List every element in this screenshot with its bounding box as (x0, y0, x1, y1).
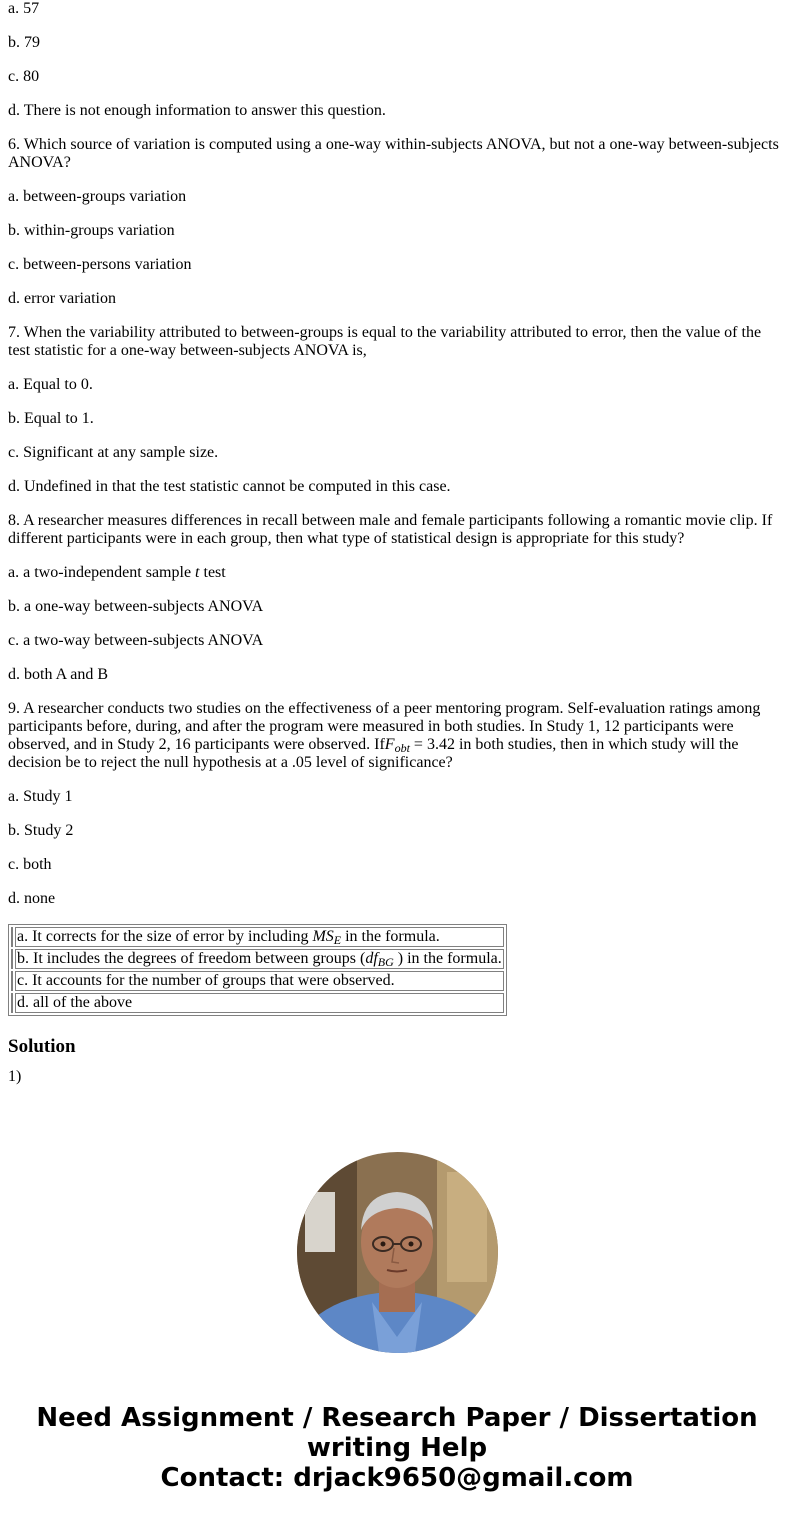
table-option-b (15, 949, 504, 969)
q9-option-c: c. both (8, 856, 52, 873)
table-option-d: d. all of the above (15, 993, 504, 1013)
q9-option-d: d. none (8, 890, 56, 907)
f-subscript: obt (394, 741, 410, 755)
avatar (297, 1152, 498, 1353)
q8-option-a-suffix: test (199, 564, 226, 581)
question-7: 7. When the variability attributed to between-groups is equal to the variability attributed to error, then the value of the test statistic for a one-way between-subjects ANOVA is, (8, 324, 762, 359)
q8-option-a (8, 564, 786, 582)
q8-option-c: c. a two-way between-subjects ANOVA (8, 632, 264, 649)
options-table (8, 924, 507, 1016)
q7-option-c: c. Significant at any sample size. (8, 444, 219, 461)
q9-option-a: a. Study 1 (8, 788, 73, 805)
table-row (11, 971, 504, 991)
q6-option-b: b. within-groups variation (8, 222, 175, 239)
question-6: 6. Which source of variation is computed using a one-way within-subjects ANOVA, but not a one-way between-subjects ANOVA? (8, 136, 779, 171)
ms-subscript: E (333, 933, 342, 947)
q8-option-d: d. both A and B (8, 666, 109, 683)
table-cell-empty (11, 927, 13, 947)
prev-option-b: b. 79 (8, 34, 40, 51)
promo-line-2: writing Help (306, 1433, 488, 1463)
q6-option-a: a. between-groups variation (8, 188, 187, 205)
table-option-a-suffix: in the formula. (341, 928, 440, 945)
q8-option-b: b. a one-way between-subjects ANOVA (8, 598, 264, 615)
table-cell-empty (11, 949, 13, 969)
table-option-b-prefix: b. It includes the degrees of freedom between groups ( (17, 950, 366, 967)
q7-option-d: d. Undefined in that the test statistic cannot be computed in this case. (8, 478, 451, 495)
table-row (11, 949, 504, 969)
f-symbol: F (384, 736, 395, 753)
q6-option-d: d. error variation (8, 290, 116, 307)
solution-first-line: 1) (8, 1068, 22, 1085)
table-row (11, 993, 504, 1013)
table-row (11, 927, 504, 947)
question-9 (8, 700, 786, 772)
promo-contact: Contact: drjack9650@gmail.com (160, 1463, 634, 1493)
prev-option-c: c. 80 (8, 68, 40, 85)
q9-text-after: = 3.42 in both studies, then in which study will the decision be to reject the null hypothesis at a .05 level of significance? (8, 736, 739, 771)
question-8: 8. A researcher measures differences in recall between male and female participants following a romantic movie clip. If different participants were in each group, then what type of statistical design is appropriate for this study? (8, 512, 773, 547)
t-symbol: t (195, 564, 200, 581)
q7-option-a: a. Equal to 0. (8, 376, 93, 393)
ms-symbol: MS (312, 928, 334, 945)
q9-option-b: b. Study 2 (8, 822, 74, 839)
table-option-a-prefix: a. It corrects for the size of error by including (17, 928, 313, 945)
solution-heading: Solution (8, 1036, 76, 1057)
table-option-a (15, 927, 504, 947)
avatar-portrait (297, 1152, 498, 1353)
prev-option-a: a. 57 (8, 0, 40, 17)
promo-line-1: Need Assignment / Research Paper / Dissertation (36, 1403, 758, 1433)
table-option-c: c. It accounts for the number of groups that were observed. (15, 971, 504, 991)
prev-option-d: d. There is not enough information to answer this question. (8, 102, 386, 119)
df-subscript: BG (377, 955, 394, 969)
table-cell-empty (11, 971, 13, 991)
table-cell-empty (11, 993, 13, 1013)
q6-option-c: c. between-persons variation (8, 256, 192, 273)
q7-option-b: b. Equal to 1. (8, 410, 94, 427)
q8-option-a-prefix: a. a two-independent sample (8, 564, 196, 581)
q9-text-before: 9. A researcher conducts two studies on the effectiveness of a peer mentoring program. Self-evaluation ratings among participants before, during, and after the program were measured in both studies. In Study 1, 12 participants were observed, and in Study 2, 16 participants were observed. If (8, 700, 761, 753)
promo-banner (0, 1403, 794, 1493)
table-option-b-suffix: ) in the formula. (393, 950, 502, 967)
df-symbol: df (365, 950, 378, 967)
